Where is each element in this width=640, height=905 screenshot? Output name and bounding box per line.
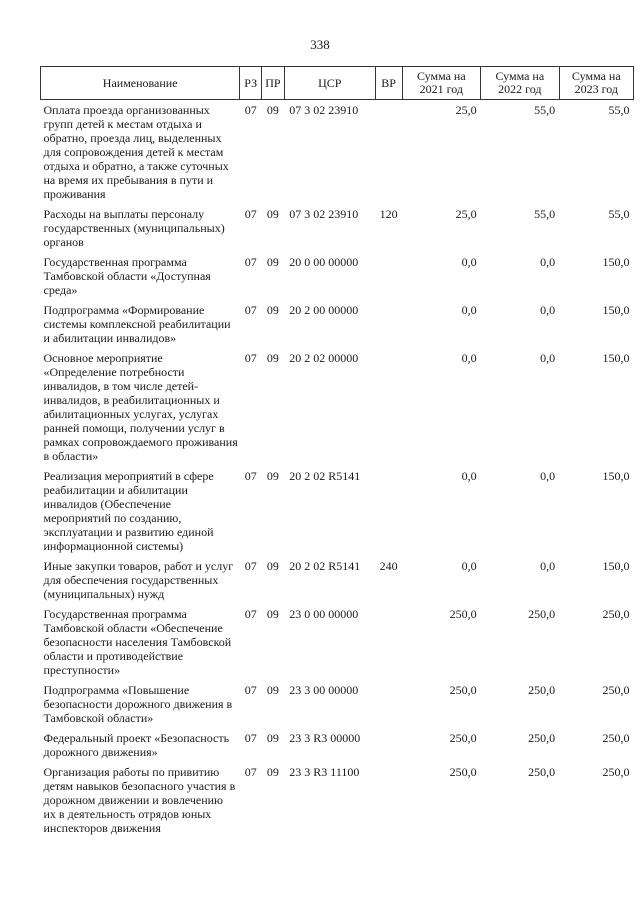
cell-sum-2022: 250,0: [528, 731, 556, 745]
cell-sum-2023: 150,0: [602, 255, 630, 269]
cell-vr: [375, 255, 402, 303]
cell-sum-2023: 55,0: [608, 207, 630, 221]
header-sum-2021: Сумма на 2021 год: [402, 67, 481, 100]
cell-csr: 20 2 02 R5141: [289, 559, 361, 573]
header-sum-2023: Сумма на 2023 год: [559, 67, 633, 100]
cell-rz: 07: [244, 559, 257, 573]
cell-rz: 07: [244, 303, 257, 317]
cell-vr: [375, 607, 402, 683]
header-vr: ВР: [375, 67, 402, 100]
cell-csr: 23 3 00 00000: [289, 683, 359, 697]
cell-sum-2021: 250,0: [449, 731, 477, 745]
cell-sum-2022: 0,0: [540, 351, 556, 365]
cell-pr: 09: [266, 559, 279, 573]
cell-pr: 09: [266, 103, 279, 117]
cell-sum-2021: 25,0: [455, 103, 477, 117]
cell-pr: 09: [266, 207, 279, 221]
cell-vr: [375, 765, 402, 841]
cell-name: Оплата проезда организованных групп детей к местам отдыха и обратно, проезда лиц, выделенных для сопровождения детей к местам отдыха и обратно, а также суточных на время их пребывания в пути и проживания: [43, 103, 229, 201]
cell-csr: 07 3 02 23910: [289, 207, 359, 221]
budget-table-container: [40, 66, 634, 841]
cell-sum-2023: 250,0: [602, 683, 630, 697]
cell-rz: 07: [244, 255, 257, 269]
cell-sum-2021: 0,0: [461, 351, 477, 365]
cell-vr: [375, 469, 402, 559]
budget-table: [40, 66, 634, 841]
cell-pr: 09: [266, 255, 279, 269]
cell-sum-2022: 0,0: [540, 255, 556, 269]
cell-sum-2021: 0,0: [461, 303, 477, 317]
cell-sum-2022: 250,0: [528, 765, 556, 779]
cell-sum-2023: 250,0: [602, 731, 630, 745]
table-row: [41, 765, 634, 841]
cell-pr: 09: [266, 731, 279, 745]
cell-sum-2023: 250,0: [602, 765, 630, 779]
cell-vr: [375, 731, 402, 765]
cell-rz: 07: [244, 765, 257, 779]
header-sum-2022: Сумма на 2022 год: [481, 67, 560, 100]
cell-sum-2021: 0,0: [461, 469, 477, 483]
cell-sum-2021: 0,0: [461, 559, 477, 573]
cell-name: Расходы на выплаты персоналу государственных (муниципальных) органов: [43, 207, 225, 249]
cell-sum-2022: 250,0: [528, 683, 556, 697]
cell-sum-2023: 55,0: [608, 103, 630, 117]
cell-vr: 120: [379, 207, 398, 221]
cell-csr: 07 3 02 23910: [289, 103, 359, 117]
table-row: [41, 607, 634, 683]
cell-rz: 07: [244, 731, 257, 745]
cell-rz: 07: [244, 469, 257, 483]
cell-csr: 20 2 00 00000: [289, 303, 359, 317]
table-row: [41, 207, 634, 255]
cell-sum-2021: 250,0: [449, 683, 477, 697]
cell-vr: [375, 100, 402, 208]
table-row: [41, 469, 634, 559]
header-csr: ЦСР: [284, 67, 375, 100]
header-rz: РЗ: [240, 67, 262, 100]
cell-sum-2022: 0,0: [540, 469, 556, 483]
table-row: [41, 303, 634, 351]
cell-name: Организация работы по привитию детям навыков безопасного участия в дорожном движении и вовлечению их в деятельность отрядов юных инспекторов движения: [43, 765, 236, 835]
cell-sum-2023: 250,0: [602, 607, 630, 621]
cell-csr: 23 3 R3 11100: [289, 765, 360, 779]
cell-sum-2021: 250,0: [449, 607, 477, 621]
cell-pr: 09: [266, 303, 279, 317]
table-row: [41, 351, 634, 469]
cell-name: Государственная программа Тамбовской области «Доступная среда»: [43, 255, 211, 297]
cell-sum-2022: 250,0: [528, 607, 556, 621]
cell-sum-2022: 55,0: [534, 207, 556, 221]
header-name: Наименование: [41, 67, 240, 100]
cell-rz: 07: [244, 207, 257, 221]
cell-sum-2022: 0,0: [540, 559, 556, 573]
table-row: [41, 683, 634, 731]
cell-sum-2023: 150,0: [602, 469, 630, 483]
cell-name: Иные закупки товаров, работ и услуг для обеспечения государственных (муниципальных) нужд: [43, 559, 234, 601]
page-number: 338: [310, 37, 330, 52]
table-body: [41, 100, 634, 842]
cell-rz: 07: [244, 351, 257, 365]
table-row: [41, 255, 634, 303]
cell-sum-2023: 150,0: [602, 559, 630, 573]
cell-name: Подпрограмма «Формирование системы комплексной реабилитации и абилитации инвалидов»: [43, 303, 231, 345]
cell-sum-2023: 150,0: [602, 303, 630, 317]
cell-sum-2022: 55,0: [534, 103, 556, 117]
header-pr: ПР: [262, 67, 285, 100]
cell-vr: [375, 351, 402, 469]
cell-csr: 23 0 00 00000: [289, 607, 359, 621]
cell-rz: 07: [244, 607, 257, 621]
cell-name: Подпрограмма «Повышение безопасности дорожного движения в Тамбовской области»: [43, 683, 233, 725]
cell-vr: 240: [379, 559, 398, 573]
cell-pr: 09: [266, 683, 279, 697]
cell-rz: 07: [244, 683, 257, 697]
cell-name: Реализация мероприятий в сфере реабилитации и абилитации инвалидов (Обеспечение мероприятий по созданию, эксплуатации и развитию единой информационной системы): [43, 469, 214, 553]
table-row: [41, 559, 634, 607]
table-row: [41, 731, 634, 765]
cell-pr: 09: [266, 607, 279, 621]
cell-csr: 20 0 00 00000: [289, 255, 359, 269]
cell-csr: 23 3 R3 00000: [289, 731, 361, 745]
cell-sum-2021: 250,0: [449, 765, 477, 779]
cell-name: Федеральный проект «Безопасность дорожного движения»: [43, 731, 230, 759]
cell-name: Основное мероприятие «Определение потребности инвалидов, в том числе детей-инвалидов, в реабилитационных и абилитационных услугах, услугах ранней помощи, получении услуг в рамках сопровождаемого проживания в области»: [43, 351, 238, 463]
cell-csr: 20 2 02 R5141: [289, 469, 361, 483]
cell-sum-2023: 150,0: [602, 351, 630, 365]
cell-vr: [375, 683, 402, 731]
cell-pr: 09: [266, 351, 279, 365]
cell-vr: [375, 303, 402, 351]
cell-pr: 09: [266, 765, 279, 779]
cell-rz: 07: [244, 103, 257, 117]
cell-name: Государственная программа Тамбовской области «Обеспечение безопасности населения Тамбовской области и противодействие преступности»: [43, 607, 232, 677]
cell-csr: 20 2 02 00000: [289, 351, 359, 365]
cell-sum-2021: 25,0: [455, 207, 477, 221]
table-row: [41, 100, 634, 208]
cell-sum-2022: 0,0: [540, 303, 556, 317]
cell-pr: 09: [266, 469, 279, 483]
cell-sum-2021: 0,0: [461, 255, 477, 269]
table-header-row: [41, 67, 634, 100]
